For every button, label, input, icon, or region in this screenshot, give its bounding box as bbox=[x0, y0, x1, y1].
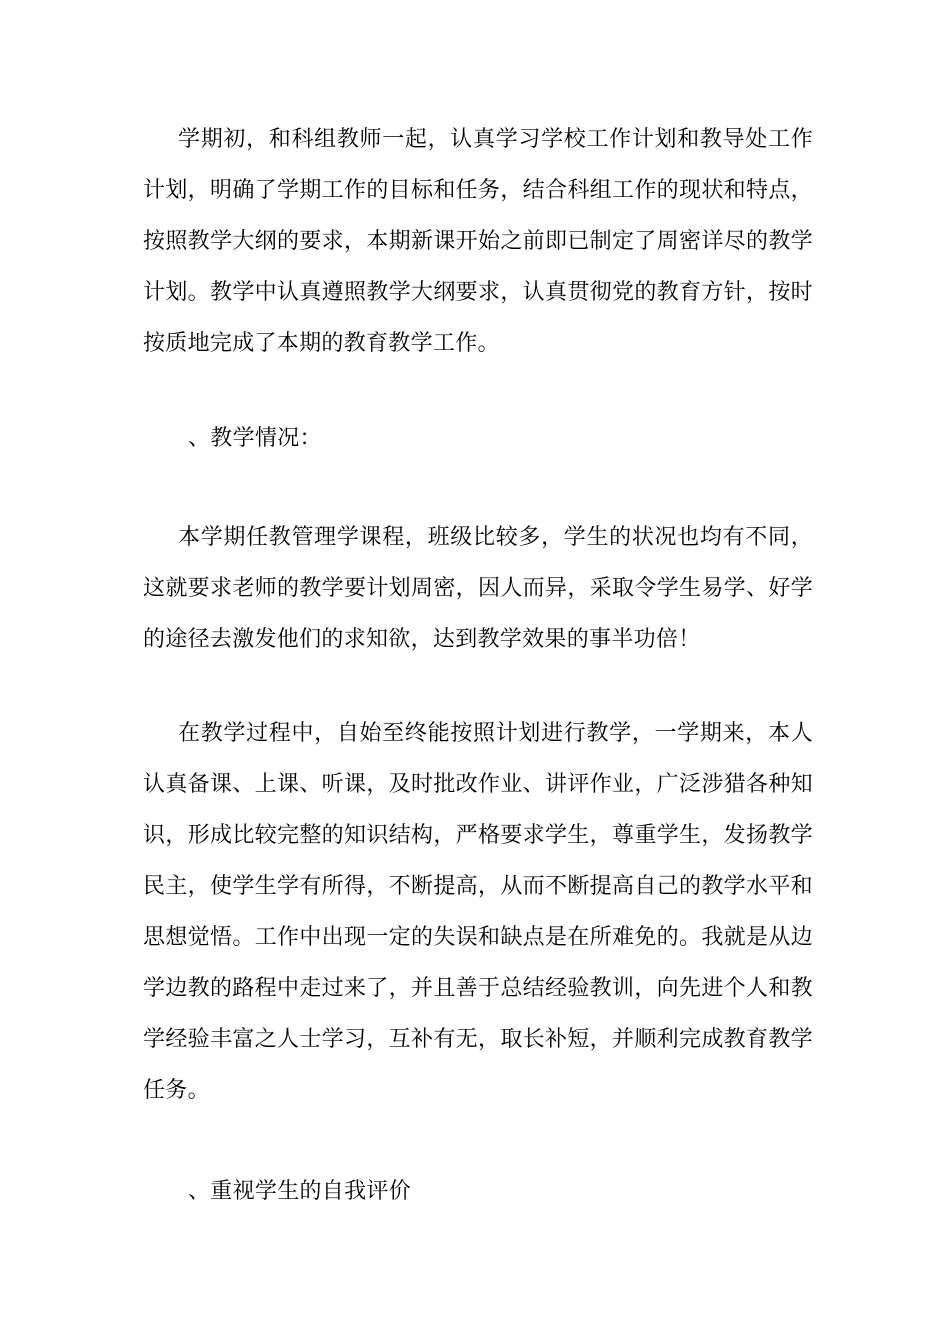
paragraph-process: 在教学过程中，自始至终能按照计划进行教学，一学期来，本人认真备课、上课、听课，及时批改作业、讲评作业，广泛涉猎各种知识，形成比较完整的知识结构，严格要求学生，尊重学生，发扬教学民主，使学生学有所得，不断提高，从而不断提高自己的教学水平和思想觉悟。工作中出现一定的失误和缺点是在所难免的。我就是从边学边教的路程中走过来了，并且善于总结经验教训，向先进个人和教学经验丰富之人士学习，互补有无，取长补短，并顺利完成教育教学任务。 bbox=[143, 721, 813, 1103]
heading-self-evaluation: 、重视学生的自我评价 bbox=[188, 1179, 412, 1204]
paragraph-intro: 学期初，和科组教师一起，认真学习学校工作计划和教导处工作计划，明确了学期工作的目标和任务，结合科组工作的现状和特点，按照教学大纲的要求，本期新课开始之前即已制定了周密详尽的教学计划。教学中认真遵照教学大纲要求，认真贯彻党的教育方针，按时按质地完成了本期的教育教学工作。 bbox=[143, 127, 813, 356]
paragraph-course: 本学期任教管理学课程，班级比较多，学生的状况也均有不同，这就要求老师的教学要计划周密，因人而异，采取令学生易学、好学的途径去激发他们的求知欲，达到教学效果的事半功倍！ bbox=[143, 525, 813, 652]
heading-teaching-situation: 、教学情况： bbox=[188, 426, 322, 451]
